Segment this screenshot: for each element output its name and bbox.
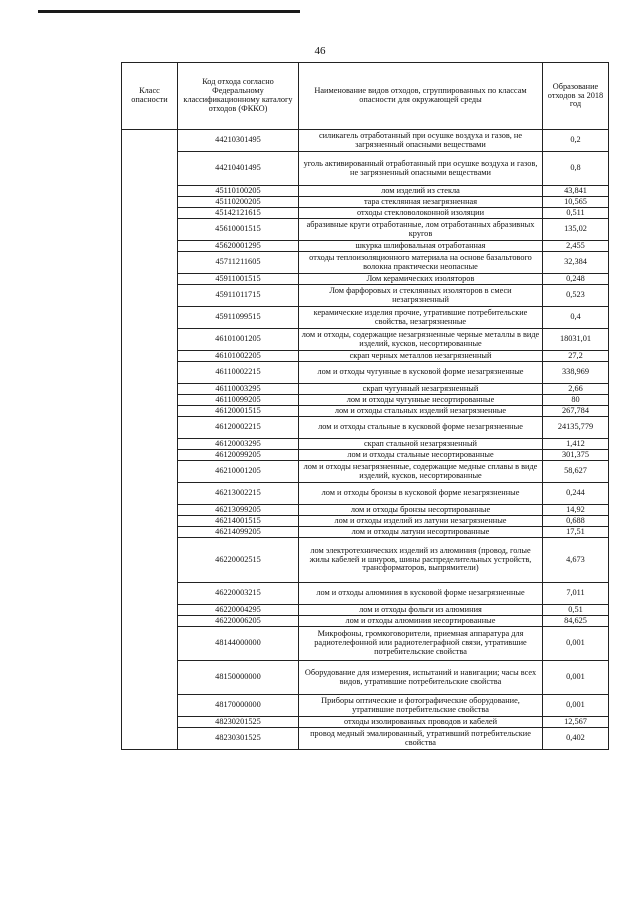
code-cell: 46214099205 [178,527,299,538]
amount-cell: 18031,01 [543,329,609,351]
amount-cell: 32,384 [543,252,609,274]
amount-cell: 0,4 [543,307,609,329]
amount-cell: 0,001 [543,627,609,661]
code-cell: 46120002215 [178,417,299,439]
amount-cell: 24135,779 [543,417,609,439]
code-cell: 45110100205 [178,186,299,197]
table-row [122,351,609,362]
code-cell: 45142121615 [178,208,299,219]
name-cell: лом и отходы стальных изделий незагрязненные [299,406,543,417]
code-cell: 45620001295 [178,241,299,252]
code-cell: 45610001515 [178,219,299,241]
code-cell: 48144000000 [178,627,299,661]
page-number: 46 [314,45,326,57]
table-row [122,661,609,695]
table-row [122,527,609,538]
code-cell: 46120001515 [178,406,299,417]
amount-cell: 2,66 [543,384,609,395]
name-cell: отходы стекловолоконной изоляции [299,208,543,219]
table-row [122,208,609,219]
name-cell: тара стеклянная незагрязненная [299,197,543,208]
header-waste-name: Наименование видов отходов, сгруппированных по классам опасности для окружающей среды [299,63,543,130]
name-cell: лом изделий из стекла [299,186,543,197]
table-row [122,384,609,395]
name-cell: керамические изделия прочие, утратившие потребительские свойства, незагрязненные [299,307,543,329]
name-cell: лом и отходы, содержащие незагрязненные черные металлы в виде изделий, кусков, несортированные [299,329,543,351]
name-cell: лом и отходы латуни несортированные [299,527,543,538]
header-hazard-class: Класс опасности [122,63,178,130]
amount-cell: 84,625 [543,616,609,627]
amount-cell: 0,248 [543,274,609,285]
table-row [122,439,609,450]
amount-cell: 0,402 [543,728,609,750]
table-row [122,219,609,241]
table-row [122,516,609,527]
name-cell: Микрофоны, громкоговорители, приемная аппаратура для радиотелефонной или радиотелеграфной связи, утратившие потребительские свойства [299,627,543,661]
amount-cell: 14,92 [543,505,609,516]
table-row [122,605,609,616]
amount-cell: 0,8 [543,152,609,186]
table-row [122,130,609,152]
table-row [122,450,609,461]
amount-cell: 0,2 [543,130,609,152]
name-cell: Оборудование для измерения, испытаний и навигации; часы всех видов, утратившие потребительские свойства [299,661,543,695]
name-cell: лом и отходы алюминия несортированные [299,616,543,627]
code-cell: 45911011715 [178,285,299,307]
code-cell: 46214001515 [178,516,299,527]
table-row [122,307,609,329]
name-cell: отходы теплоизоляционного материала на основе базальтового волокна практически неопасные [299,252,543,274]
name-cell: шкурка шлифовальная отработанная [299,241,543,252]
amount-cell: 43,841 [543,186,609,197]
table-row [122,252,609,274]
code-cell: 46110003295 [178,384,299,395]
amount-cell: 301,375 [543,450,609,461]
amount-cell: 267,784 [543,406,609,417]
table-row [122,483,609,505]
table-row [122,362,609,384]
amount-cell: 0,001 [543,661,609,695]
amount-cell: 10,565 [543,197,609,208]
code-cell: 46101001205 [178,329,299,351]
table-row [122,197,609,208]
code-cell: 44210301495 [178,130,299,152]
code-cell: 46120003295 [178,439,299,450]
name-cell: скрап чугунный незагрязненный [299,384,543,395]
table-row [122,274,609,285]
code-cell: 46213002215 [178,483,299,505]
table-row [122,538,609,583]
name-cell: лом и отходы стальные несортированные [299,450,543,461]
code-cell: 46110002215 [178,362,299,384]
code-cell: 48230201525 [178,717,299,728]
amount-cell: 27,2 [543,351,609,362]
table-row [122,695,609,717]
table-row [122,406,609,417]
name-cell: лом и отходы изделий из латуни незагрязненные [299,516,543,527]
code-cell: 46220006205 [178,616,299,627]
table-row [122,395,609,406]
name-cell: лом и отходы чугунные в кусковой форме незагрязненные [299,362,543,384]
amount-cell: 80 [543,395,609,406]
table-header-row [122,63,609,130]
code-cell: 48230301525 [178,728,299,750]
amount-cell: 1,412 [543,439,609,450]
name-cell: Приборы оптические и фотографические оборудование, утратившие потребительские свойства [299,695,543,717]
amount-cell: 58,627 [543,461,609,483]
name-cell: лом и отходы фольги из алюминия [299,605,543,616]
code-cell: 46120099205 [178,450,299,461]
code-cell: 48170000000 [178,695,299,717]
scan-artifact-bar [38,10,300,13]
name-cell: уголь активированный отработанный при осушке воздуха и газов, не загрязненный опасными веществами [299,152,543,186]
amount-cell: 0,244 [543,483,609,505]
name-cell: абразивные круги отработанные, лом отработанных абразивных кругов [299,219,543,241]
waste-table [121,62,609,750]
table-row [122,186,609,197]
name-cell: скрап стальной незагрязненный [299,439,543,450]
table-row [122,241,609,252]
name-cell: отходы изолированных проводов и кабелей [299,717,543,728]
table-row [122,285,609,307]
amount-cell: 338,969 [543,362,609,384]
header-fkko-code: Код отхода согласно Федеральному классификационному каталогу отходов (ФККО) [178,63,299,130]
hazard-class-cell [122,130,178,750]
table-row [122,329,609,351]
amount-cell: 0,511 [543,208,609,219]
code-cell: 44210401495 [178,152,299,186]
code-cell: 46220003215 [178,583,299,605]
name-cell: лом и отходы бронзы в кусковой форме незагрязненные [299,483,543,505]
table-row [122,728,609,750]
table-body [122,130,609,750]
table-row [122,461,609,483]
name-cell: лом и отходы чугунные несортированные [299,395,543,406]
name-cell: лом и отходы незагрязненные, содержащие медные сплавы в виде изделий, кусков, несортированные [299,461,543,483]
amount-cell: 0,001 [543,695,609,717]
name-cell: скрап черных металлов незагрязненный [299,351,543,362]
code-cell: 45911099515 [178,307,299,329]
table-row [122,417,609,439]
name-cell: лом электротехнических изделий из алюминия (провод, голые жилы кабелей и шнуров, шины распределительных устройств, трансформаторов, выпрямители) [299,538,543,583]
amount-cell: 17,51 [543,527,609,538]
table-row [122,505,609,516]
name-cell: Лом фарфоровых и стеклянных изоляторов в смеси незагрязненный [299,285,543,307]
amount-cell: 7,011 [543,583,609,605]
code-cell: 45911001515 [178,274,299,285]
amount-cell: 0,688 [543,516,609,527]
code-cell: 46213099205 [178,505,299,516]
name-cell: Лом керамических изоляторов [299,274,543,285]
code-cell: 46210001205 [178,461,299,483]
code-cell: 48150000000 [178,661,299,695]
code-cell: 45110200205 [178,197,299,208]
amount-cell: 2,455 [543,241,609,252]
amount-cell: 12,567 [543,717,609,728]
amount-cell: 135,02 [543,219,609,241]
amount-cell: 0,51 [543,605,609,616]
amount-cell: 0,523 [543,285,609,307]
code-cell: 46220002515 [178,538,299,583]
code-cell: 45711211605 [178,252,299,274]
amount-cell: 4,673 [543,538,609,583]
name-cell: лом и отходы бронзы несортированные [299,505,543,516]
table-row [122,717,609,728]
code-cell: 46101002205 [178,351,299,362]
code-cell: 46220004295 [178,605,299,616]
table-row [122,627,609,661]
name-cell: лом и отходы стальные в кусковой форме незагрязненные [299,417,543,439]
header-waste-amount: Образование отходов за 2018 год [543,63,609,130]
name-cell: провод медный эмалированный, утративший потребительские свойства [299,728,543,750]
name-cell: силикагель отработанный при осушке воздуха и газов, не загрязненный опасными веществами [299,130,543,152]
table-row [122,616,609,627]
table-row [122,583,609,605]
code-cell: 46110099205 [178,395,299,406]
table-row [122,152,609,186]
name-cell: лом и отходы алюминия в кусковой форме незагрязненные [299,583,543,605]
